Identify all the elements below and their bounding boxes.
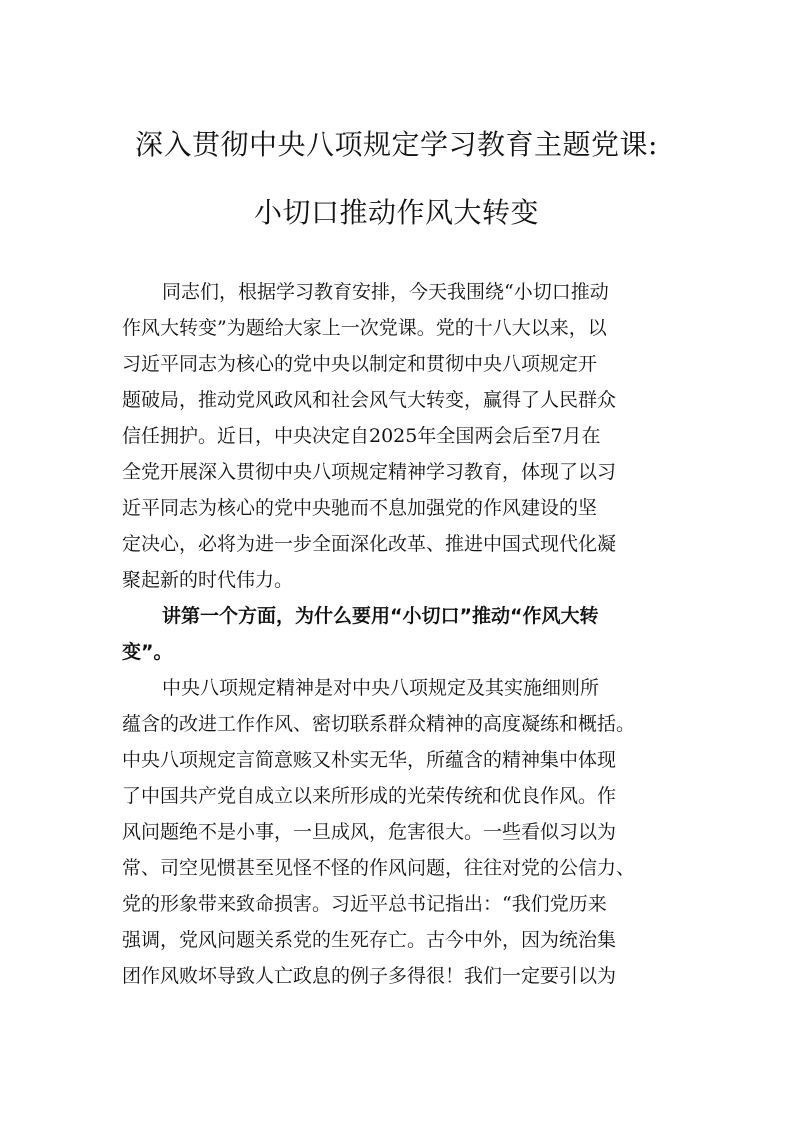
paragraph-line: 团作风败坏导致人亡政息的例子多得很！我们一定要引以为 [122,965,617,987]
paragraph-line: 蕴含的改进工作作风、密切联系群众精神的高度凝练和概括。 [122,713,636,735]
paragraph-line: 信任拥护。近日，中央决定自2025年全国两会后至7月在 [122,425,601,447]
document-title [110,130,683,228]
paragraph-line: 作风大转变”为题给大家上一次党课。党的十八大以来，以 [122,317,607,339]
paragraph-line: 强调，党风问题关系党的生死存亡。古今中外，因为统治集 [122,929,617,951]
paragraph-line: 定决心，必将为进一步全面深化改革、推进中国式现代化凝 [122,533,617,555]
paragraph-line: 近平同志为核心的党中央驰而不息加强党的作风建设的坚 [122,497,598,519]
paragraph-line: 了中国共产党自成立以来所形成的光荣传统和优良作风。作 [122,785,617,807]
paragraph-line: 中央八项规定言简意赅又朴实无华，所蕴含的精神集中体现 [122,749,617,771]
section-heading-line: 讲第一个方面，为什么要用“小切口”推动“作风大转 [162,605,599,627]
paragraph-line: 党的形象带来致命损害。习近平总书记指出：“我们党历来 [122,893,607,915]
paragraph-line: 风问题绝不是小事，一旦成风，危害很大。一些看似习以为 [122,821,617,843]
paragraph-line: 同志们，根据学习教育安排，今天我围绕“小切口推动 [162,281,609,303]
document-body [122,274,680,994]
paragraph-line: 题破局，推动党风政风和社会风气大转变，赢得了人民群众 [122,389,617,411]
paragraph-line: 聚起新的时代伟力。 [122,569,294,591]
paragraph-line: 习近平同志为核心的党中央以制定和贯彻中央八项规定开 [122,353,598,375]
title-line-1: 深入贯彻中央八项规定学习教育主题党课: [135,128,658,161]
title-line-2: 小切口推动作风大转变 [253,196,539,229]
paragraph-line: 全党开展深入贯彻中央八项规定精神学习教育，体现了以习 [122,461,617,483]
paragraph-line: 中央八项规定精神是对中央八项规定及其实施细则所 [162,677,600,699]
section-heading-line: 变”。 [122,641,173,663]
paragraph-line: 常、司空见惯甚至见怪不怪的作风问题，往往对党的公信力、 [122,857,636,879]
